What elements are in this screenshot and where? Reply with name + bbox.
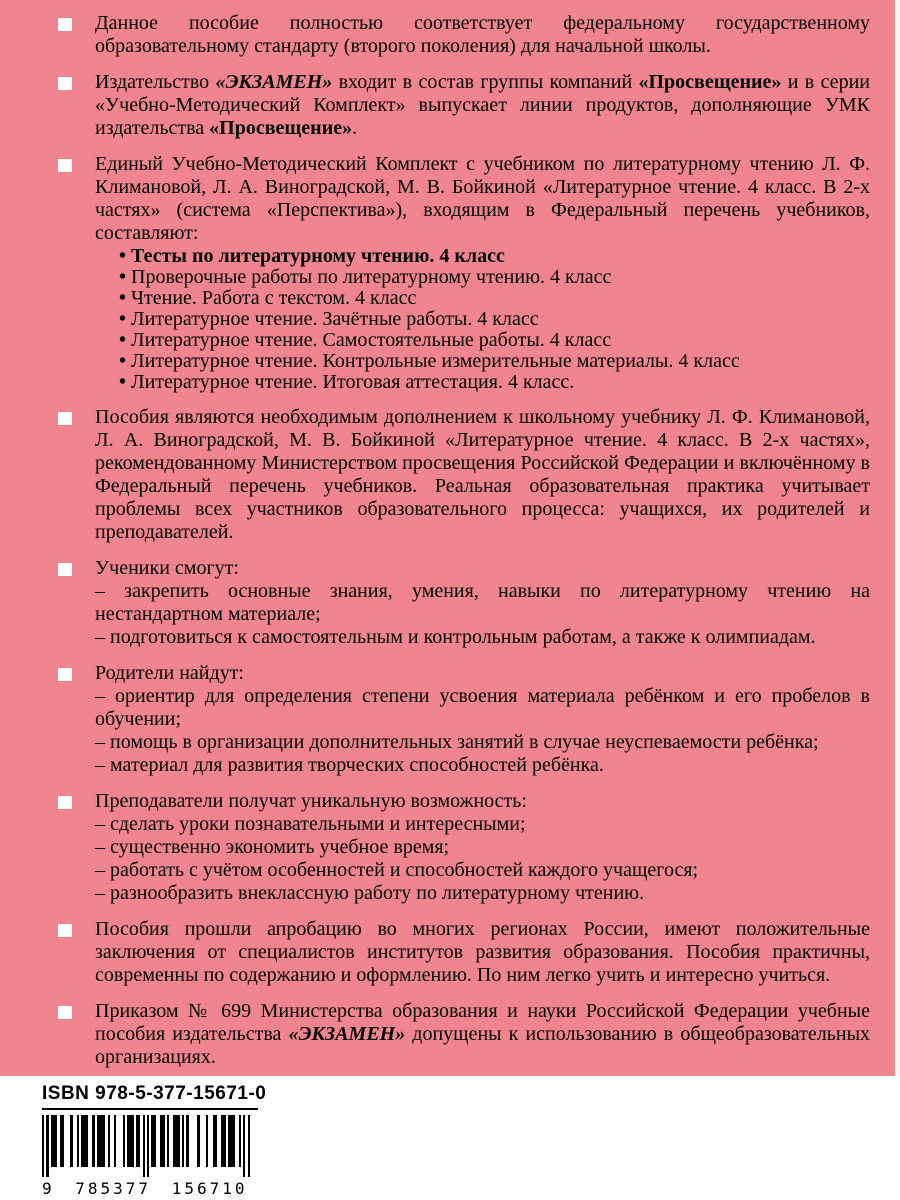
- text-segment: Литературное чтение. Итоговая аттестация. 4 класс.: [131, 371, 575, 393]
- list-item-text: [95, 557, 870, 649]
- sub-list: [95, 246, 870, 393]
- square-bullet-icon: [58, 18, 72, 31]
- text-segment: Родители найдут:: [95, 662, 244, 684]
- sub-list-item: [95, 309, 870, 330]
- paragraph: [95, 918, 870, 987]
- list-item-text: [95, 662, 870, 777]
- sub-list-item: [95, 288, 870, 309]
- list-item-text: [95, 153, 870, 393]
- square-bullet-icon: [58, 796, 72, 809]
- barcode-module: [248, 1115, 250, 1177]
- text-segment: – помощь в организации дополнительных занятий в случае неуспеваемости ребёнка;: [95, 731, 819, 753]
- list-item: [58, 662, 870, 777]
- text-segment: Ученики смогут:: [95, 557, 239, 579]
- sub-list-item: [95, 351, 870, 372]
- text-segment: Тесты по литературному чтению. 4 класс: [131, 245, 505, 267]
- text-segment: Литературное чтение. Контрольные измерительные материалы. 4 класс: [131, 350, 740, 372]
- paragraph: [95, 406, 870, 544]
- paragraph: [95, 859, 870, 882]
- text-segment: «ЭКЗАМЕН»: [288, 1023, 406, 1045]
- paragraph: [95, 153, 870, 245]
- text-segment: и в серии «Учебно-Методический Комплект» выпускает линии продуктов, дополняющие УМК издательства: [95, 71, 870, 139]
- text-segment: – сделать уроки познавательными и интересными;: [95, 813, 526, 835]
- text-segment: «ЭКЗАМЕН»: [215, 71, 333, 93]
- list-item: [58, 71, 870, 140]
- barcode-digits: 9 785377 156710: [42, 1179, 248, 1198]
- text-segment: входит в состав группы компаний: [332, 71, 639, 93]
- paragraph: [95, 813, 870, 836]
- square-bullet-icon: [58, 412, 72, 425]
- square-bullet-icon: [58, 1006, 72, 1019]
- text-segment: – подготовиться к самостоятельным и контрольным работам, а также к олимпиадам.: [95, 626, 816, 648]
- paragraph: [95, 685, 870, 731]
- text-segment: .: [352, 117, 358, 139]
- sub-list-item: [95, 330, 870, 351]
- paragraph: [95, 790, 870, 813]
- paragraph: [95, 557, 870, 580]
- list-item: [58, 12, 870, 58]
- sub-list-item: [95, 246, 870, 267]
- list-item: [58, 406, 870, 544]
- isbn-strip: [0, 1076, 900, 1200]
- square-bullet-icon: [58, 668, 72, 681]
- isbn-label: ISBN 978-5-377-15671-0: [42, 1083, 267, 1104]
- square-bullet-icon: [58, 924, 72, 937]
- paragraph: [95, 754, 870, 777]
- list-item-text: [95, 12, 870, 58]
- text-segment: Проверочные работы по литературному чтению. 4 класс: [131, 266, 612, 288]
- paragraph: [95, 12, 870, 58]
- text-segment: Приказом № 699 Министерства образования и науки Российской Федерации учебные пособия издательства: [95, 1000, 870, 1045]
- sub-list-item: [95, 372, 870, 393]
- text-segment: – закрепить основные знания, умения, навыки по литературному чтению на нестандартном материале;: [95, 580, 870, 625]
- text-segment: – работать с учётом особенностей и способностей каждого учащегося;: [95, 859, 699, 881]
- text-segment: «Просвещение»: [209, 117, 353, 139]
- paragraph: [95, 1000, 870, 1069]
- text-segment: Пособия прошли апробацию во многих регионах России, имеют положительные заключения от специалистов институтов развития образования. Пособия практичны, современны по содержанию и оформлению. По ним легко учить и интересно учиться.: [95, 918, 870, 986]
- square-bullet-icon: [58, 563, 72, 576]
- text-segment: Литературное чтение. Зачётные работы. 4 класс: [131, 308, 539, 330]
- page-edge: [895, 0, 900, 1200]
- text-segment: Пособия являются необходимым дополнением к школьному учебнику Л. Ф. Климановой, Л. А. Виноградской, М. В. Бойкиной «Литературное чтение. 4 класс. В 2-х частях», рекомендованному Министерством просвещения Российской Федерации и включённому в Федеральный перечень учебников. Реальная образовательная практика учитывает проблемы всех участников образовательного процесса: учащихся, их родителей и преподавателей.: [95, 406, 870, 543]
- list-item: [58, 557, 870, 649]
- paragraph: [95, 882, 870, 905]
- list-item-text: [95, 406, 870, 544]
- ean-barcode: [42, 1115, 258, 1198]
- text-segment: – ориентир для определения степени усвоения материала ребёнком и его пробелов в обучении;: [95, 685, 870, 730]
- barcode-bars: [42, 1115, 258, 1177]
- text-segment: допущены к использованию в общеобразовательных организациях.: [95, 1023, 870, 1068]
- list-item: [58, 1000, 870, 1069]
- paragraph: [95, 662, 870, 685]
- list-item-text: [95, 1000, 870, 1069]
- list-item-text: [95, 790, 870, 905]
- list-item: [58, 918, 870, 987]
- square-bullet-icon: [58, 77, 72, 90]
- text-segment: «Просвещение»: [638, 71, 782, 93]
- text-segment: Чтение. Работа с текстом. 4 класс: [131, 287, 417, 309]
- text-segment: Литературное чтение. Самостоятельные работы. 4 класс: [131, 329, 612, 351]
- text-segment: Данное пособие полностью соответствует федеральному государственному образовательному стандарту (второго поколения) для начальной школы.: [95, 12, 870, 57]
- text-segment: Единый Учебно-Методический Комплект с учебником по литературному чтению Л. Ф. Климановой, Л. А. Виноградской, М. В. Бойкиной «Литературное чтение. 4 класс. В 2-х частях» (система «Перспектива»), входящим в Федеральный перечень учебников, составляют:: [95, 153, 870, 244]
- list-item-text: [95, 918, 870, 987]
- paragraph: [95, 731, 870, 754]
- paragraph: [95, 71, 870, 140]
- sub-list-item: [95, 267, 870, 288]
- text-segment: – материал для развития творческих способностей ребёнка.: [95, 754, 604, 776]
- list-item: [58, 153, 870, 393]
- text-segment: Преподаватели получат уникальную возможность:: [95, 790, 527, 812]
- paragraph: [95, 836, 870, 859]
- list-item: [58, 790, 870, 905]
- square-bullet-icon: [58, 159, 72, 172]
- bullet-list: [58, 12, 870, 1082]
- paragraph: [95, 626, 870, 649]
- paragraph: [95, 580, 870, 626]
- isbn-divider: [42, 1108, 258, 1110]
- text-segment: – существенно экономить учебное время;: [95, 836, 450, 858]
- text-segment: – разнообразить внеклассную работу по литературному чтению.: [95, 882, 645, 904]
- text-segment: Издательство: [95, 71, 216, 93]
- list-item-text: [95, 71, 870, 140]
